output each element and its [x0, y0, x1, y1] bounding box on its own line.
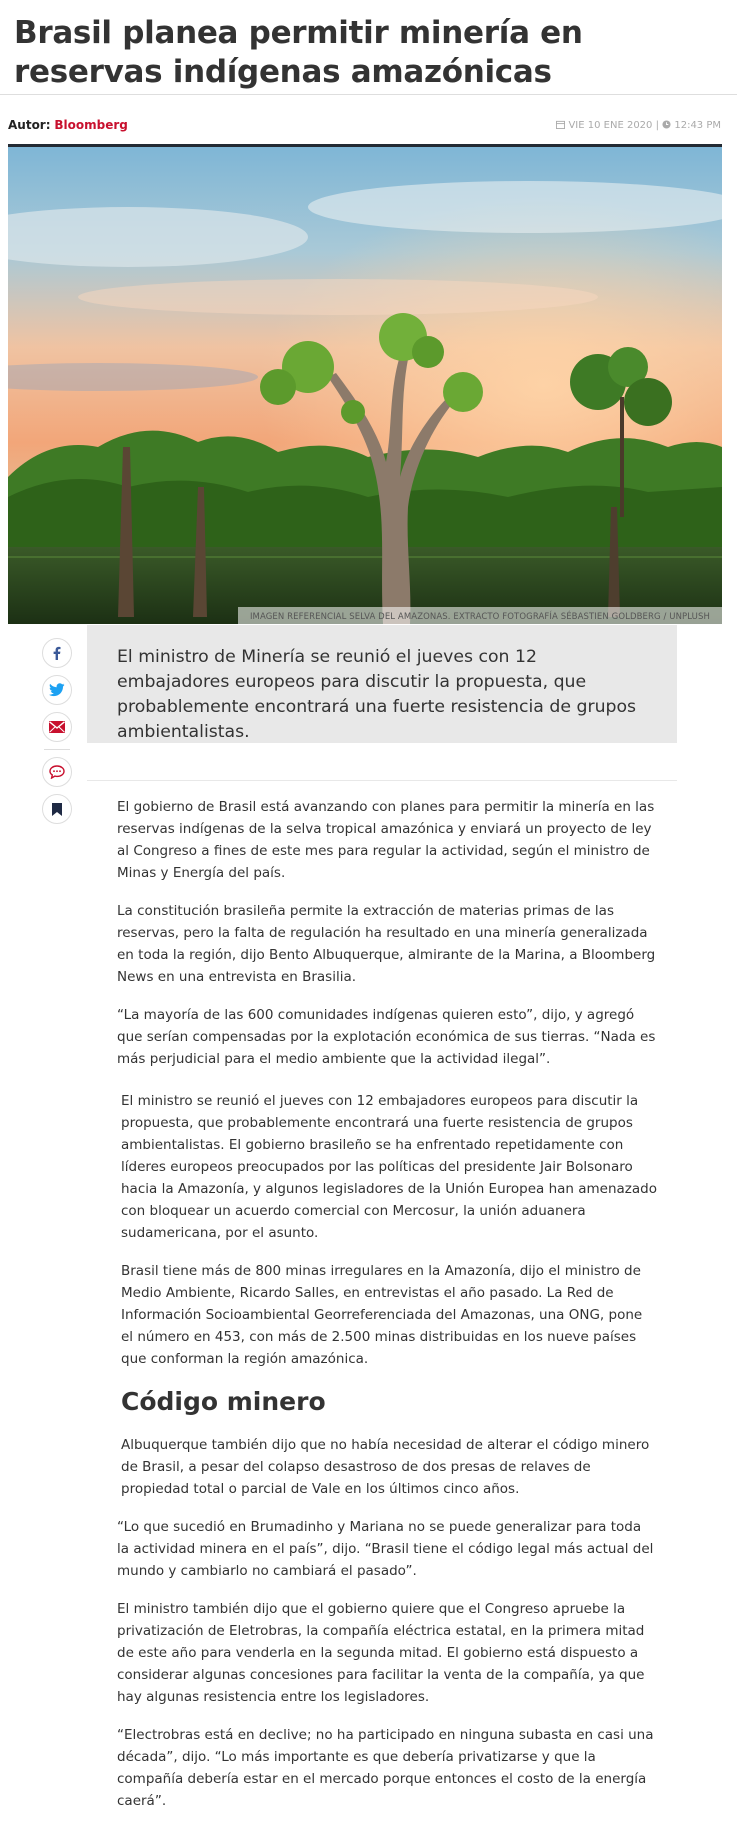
paragraph: La constitución brasileña permite la extracción de materias primas de las reservas, pero la falta de regulación ha resultado en una minería generalizada en toda la región, dijo Bento Albuquerque, almirante de la Marina, a Bloomberg News en una entrevista en Brasilia. [117, 903, 656, 985]
paragraph: El ministro se reunió el jueves con 12 embajadores europeos para discutir la propuesta, que probablemente encontrará una fuerte resistencia de grupos ambientalistas. El gobierno brasileño se ha enfrentado repetidamente con líderes europeos preocupados por las políticas del presidente Jair Bolsonaro hacia la Amazonía, y algunos legisladores de la Unión Europea han amenazado con bloquear un acuerdo comercial con Mercosur, la unión aduanera sudamericana, por el asunto. [121, 1093, 657, 1241]
comments-button[interactable] [42, 757, 72, 787]
author-label: Autor: [8, 118, 51, 132]
email-icon [49, 721, 65, 733]
header-divider [0, 94, 737, 95]
share-bar [42, 638, 72, 831]
paragraph: “La mayoría de las 600 comunidades indígenas quieren esto”, dijo, y agregó que serían compensadas por la explotación económica de sus tierras. “Nada es más perjudicial para el medio ambiente que la actividad ilegal”. [117, 1007, 656, 1067]
image-caption: IMAGEN REFERENCIAL SELVA DEL AMAZONAS. EXTRACTO FOTOGRAFÍA SÉBASTIEN GOLDBERG / UNPLUSH [238, 607, 722, 627]
article-meta [8, 118, 721, 138]
share-email-button[interactable] [42, 712, 72, 742]
calendar-icon [556, 120, 565, 129]
article-date [556, 120, 721, 131]
article-title: Brasil planea permitir minería en reservas indígenas amazónicas [14, 15, 583, 90]
bookmark-button[interactable] [42, 794, 72, 824]
author-link[interactable]: Bloomberg [54, 118, 128, 132]
paragraph: “Lo que sucedió en Brumadinho y Mariana no se puede generalizar para toda la actividad minera en el país”, dijo. “Brasil tiene el código legal más actual del mundo y cambiarlo no cambiará el pasado”. [117, 1519, 654, 1579]
bookmark-icon [52, 803, 62, 816]
share-divider [44, 749, 70, 750]
twitter-icon [49, 683, 65, 697]
section-heading: Código minero [121, 1387, 326, 1416]
paragraph: Brasil tiene más de 800 minas irregulares en la Amazonía, dijo el ministro de Medio Ambiente, Ricardo Salles, en entrevistas el año pasado. La Red de Información Socioambiental Georreferenciada del Amazonas, una ONG, pone el número en 453, con más de 2.500 minas distribuidas en los nueve países que conforman la región amazónica. [121, 1263, 643, 1367]
date-separator: | [655, 120, 659, 131]
comment-icon [49, 765, 65, 779]
hero-image [8, 144, 722, 627]
time-text: 12:43 PM [674, 120, 721, 131]
paragraph: El ministro también dijo que el gobierno quiere que el Congreso apruebe la privatización de Eletrobras, la compañía eléctrica estatal, en la primera mitad de este año para venderla en la segunda mitad. El gobierno está dispuesto a considerar algunas concesiones para facilitar la venta de la compañía, ya que hay algunas resistencia entre los legisladores. [117, 1601, 645, 1705]
facebook-icon [50, 646, 64, 660]
amazon-forest-image [8, 147, 722, 624]
paragraph: El gobierno de Brasil está avanzando con planes para permitir la minería en las reservas indígenas de la selva tropical amazónica y enviará un proyecto de ley al Congreso a fines de este mes para regular la actividad, según el ministro de Minas y Energía del país. [117, 799, 655, 881]
share-facebook-button[interactable] [42, 638, 72, 668]
date-text: VIE 10 ENE 2020 [568, 120, 653, 131]
paragraph: Albuquerque también dijo que no había necesidad de alterar el código minero de Brasil, a pesar del colapso desastroso de dos presas de relaves de propiedad total o parcial de Vale en los últimos cinco años. [121, 1437, 650, 1497]
paragraph: “Electrobras está en declive; no ha participado en ninguna subasta en casi una década”, dijo. “Lo más importante es que debería privatizarse y que la compañía debería estar en el mercado porque entonces el costo de la energía caerá”. [117, 1727, 654, 1809]
article-lead: El ministro de Minería se reunió el jueves con 12 embajadores europeos para discutir la propuesta, que probablemente encontrará una fuerte resistencia de grupos ambientalistas. [87, 625, 677, 743]
article-body [117, 796, 657, 1828]
clock-icon [662, 120, 671, 129]
lead-divider [87, 780, 677, 781]
share-twitter-button[interactable] [42, 675, 72, 705]
